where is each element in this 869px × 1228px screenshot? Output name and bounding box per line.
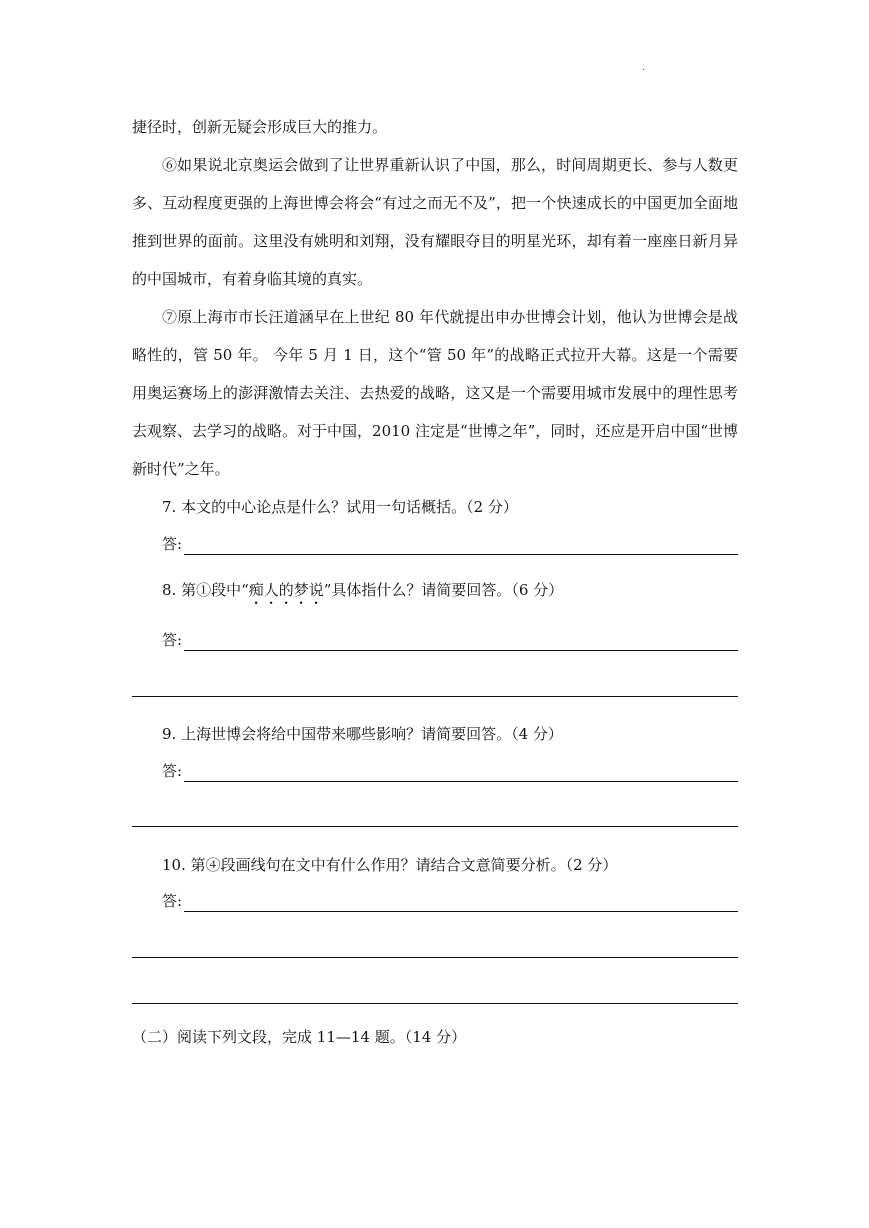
answer-label: 答: bbox=[162, 762, 183, 780]
answer-underline bbox=[184, 781, 738, 782]
question-8-emphasis: 痴人的梦说 bbox=[248, 581, 324, 599]
answer-line-q8[interactable] bbox=[132, 629, 738, 651]
section-2-heading: （二）阅读下列文段，完成 11—14 题。（14 分） bbox=[132, 1028, 467, 1046]
answer-line-q10[interactable] bbox=[132, 890, 738, 912]
question-8-suffix: ”具体指什么？请简要回答。（6 分） bbox=[323, 581, 564, 599]
document-page bbox=[132, 108, 738, 1048]
answer-label: 答: bbox=[162, 535, 183, 553]
question-7: 7. 本文的中心论点是什么？试用一句话概括。（2 分） bbox=[162, 498, 518, 516]
answer-underline bbox=[184, 911, 738, 912]
paragraph-continued: 捷径时，创新无疑会形成巨大的推力。 bbox=[132, 118, 388, 136]
question-10: 10. 第④段画线句在文中有什么作用？请结合文意简要分析。（2 分） bbox=[162, 856, 618, 874]
answer-label: 答: bbox=[162, 892, 183, 910]
paragraph-6: ⑥如果说北京奥运会做到了让世界重新认识了中国，那么，时间周期更长、参与人数更多、互动程度更强的上海世博会将会“有过之而无不及”，把一个快速成长的中国更加全面地推到世界的面前。这里没有姚明和刘翔，没有耀眼夺目的明星光环，却有着一座座日新月异的中国城市，有着身临其境的真实。 bbox=[132, 156, 738, 288]
answer-underline bbox=[184, 650, 738, 651]
paragraph-7: ⑦原上海市市长汪道涵早在上世纪 80 年代就提出申办世博会计划，他认为世博会是战略性的，管 50 年。 今年 5 月 1 日，这个“管 50 年”的战略正式拉开大幕。这是一个需要用奥运赛场上的澎湃激情去关注、去热爱的战略，这又是一个需要用城市发展中的理性思考去观察、去学习的战略。对于中国，2010 注定是“世博之年”，同时，还应是开启中国“世博新时代”之年。 bbox=[132, 308, 738, 478]
question-8-prefix: 8. 第①段中“ bbox=[162, 581, 249, 599]
question-9: 9. 上海世博会将给中国带来哪些影响？请简要回答。（4 分） bbox=[162, 725, 563, 743]
answer-line-q9[interactable] bbox=[132, 760, 738, 782]
answer-underline bbox=[184, 554, 738, 555]
page-dot-mark: . bbox=[642, 62, 646, 73]
question-8 bbox=[132, 579, 738, 608]
answer-label: 答: bbox=[162, 631, 183, 649]
answer-line-q7[interactable] bbox=[132, 533, 738, 555]
